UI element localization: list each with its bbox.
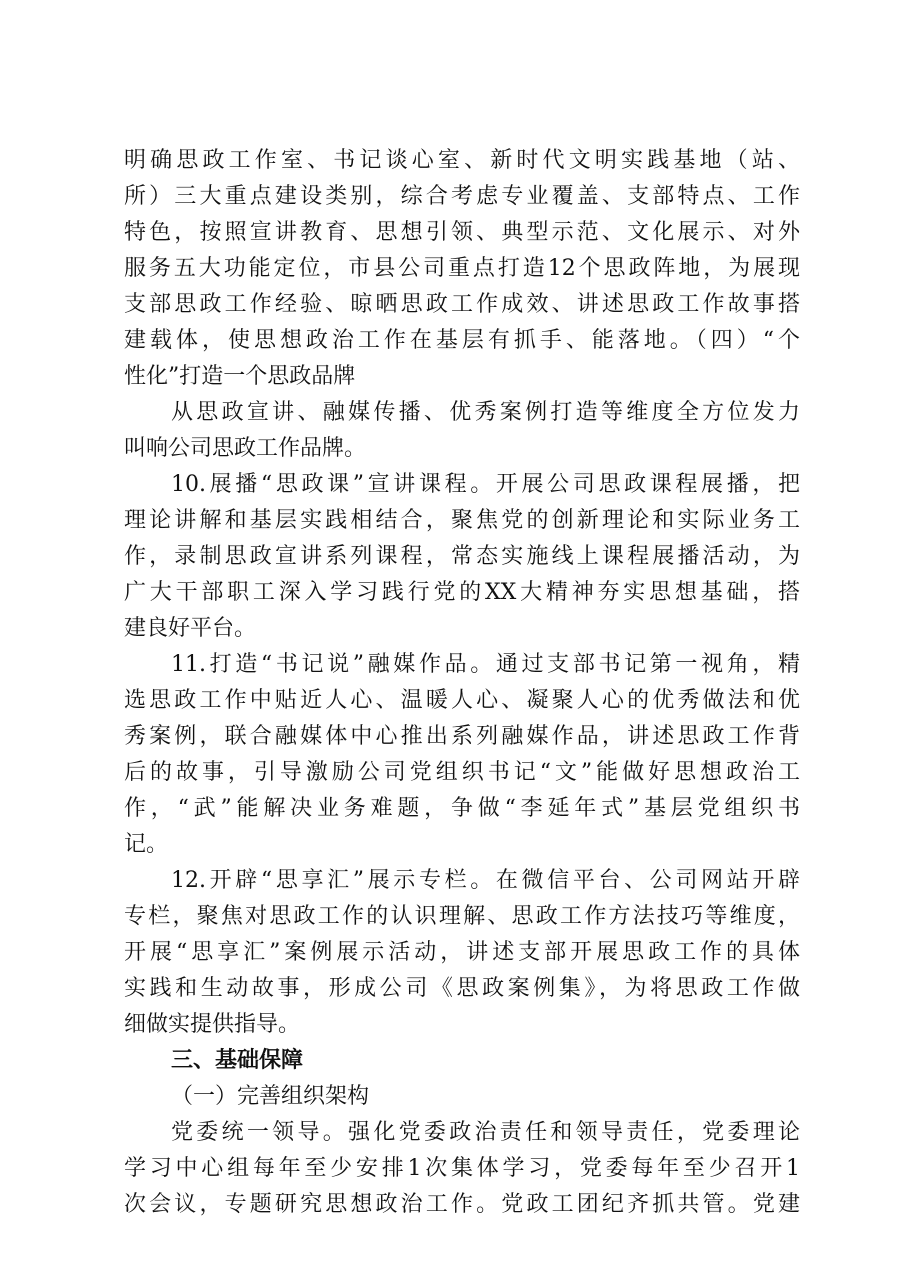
text-line: 选思政工作中贴近人心、温暖人心、凝聚人心的优秀做法和优 — [124, 688, 800, 713]
text-line: 性化”打造一个思政品牌 — [124, 364, 356, 389]
text-line: 服务五大功能定位，市县公司重点打造12个思政阵地，为展现 — [124, 256, 800, 281]
paragraph-brand-intro — [124, 395, 800, 467]
text-line: 记。 — [124, 832, 169, 857]
paragraph-item-11 — [124, 647, 800, 863]
text-line: 理论讲解和基层实践相结合，聚焦党的创新理论和实际业务工 — [124, 508, 800, 533]
text-line: 实践和生动故事，形成公司《思政案例集》，为将思政工作做 — [124, 976, 800, 1001]
text-line: 作，“武”能解决业务难题，争做“李延年式”基层党组织书 — [124, 796, 800, 821]
text-line: 后的故事，引导激励公司党组织书记“文”能做好思想政治工 — [124, 760, 800, 785]
text-line: 作，录制思政宣讲系列课程，常态实施线上课程展播活动，为 — [124, 544, 800, 569]
document-body — [124, 143, 800, 1223]
text-line: 秀案例，联合融媒体中心推出系列融媒作品，讲述思政工作背 — [124, 724, 800, 749]
text-line: 党委统一领导。强化党委政治责任和领导责任，党委理论 — [171, 1120, 800, 1145]
text-line: 11.打造“书记说”融媒作品。通过支部书记第一视角，精 — [171, 652, 800, 677]
text-line: 所）三大重点建设类别，综合考虑专业覆盖、支部特点、工作 — [124, 184, 800, 209]
paragraph-item-10 — [124, 467, 800, 647]
paragraph-item-12 — [124, 863, 800, 1043]
text-line: 12.开辟“思享汇”展示专栏。在微信平台、公司网站开辟 — [171, 868, 800, 893]
text-line: 明确思政工作室、书记谈心室、新时代文明实践基地（站、 — [124, 148, 800, 173]
text-line: 建载体，使思想政治工作在基层有抓手、能落地。（四）“个 — [124, 328, 800, 353]
text-line: 学习中心组每年至少安排1次集体学习，党委每年至少召开1 — [124, 1156, 800, 1181]
text-line: 细做实提供指导。 — [124, 1012, 301, 1037]
text-line: 次会议，专题研究思想政治工作。党政工团纪齐抓共管。党建 — [124, 1192, 800, 1217]
text-line: 广大干部职工深入学习践行党的XX大精神夯实思想基础，搭 — [124, 580, 800, 605]
text-line: 专栏，聚焦对思政工作的认识理解、思政工作方法技巧等维度， — [124, 904, 800, 929]
paragraph-organization — [124, 1115, 800, 1223]
sub-heading: （一）完善组织架构 — [171, 1084, 370, 1109]
paragraph-sites — [124, 143, 800, 395]
text-line: 特色，按照宣讲教育、思想引领、典型示范、文化展示、对外 — [124, 220, 800, 245]
text-line: 支部思政工作经验、晾晒思政工作成效、讲述思政工作故事搭 — [124, 292, 800, 317]
text-line: 10.展播“思政课”宣讲课程。开展公司思政课程展播，把 — [171, 472, 800, 497]
section-heading: 三、基础保障 — [171, 1048, 304, 1073]
text-line: 从思政宣讲、融媒传播、优秀案例打造等维度全方位发力 — [171, 400, 800, 425]
text-line: 叫响公司思政工作品牌。 — [124, 436, 367, 461]
text-line: 建良好平台。 — [124, 616, 257, 641]
text-line: 开展“思享汇”案例展示活动，讲述支部开展思政工作的具体 — [124, 940, 800, 965]
